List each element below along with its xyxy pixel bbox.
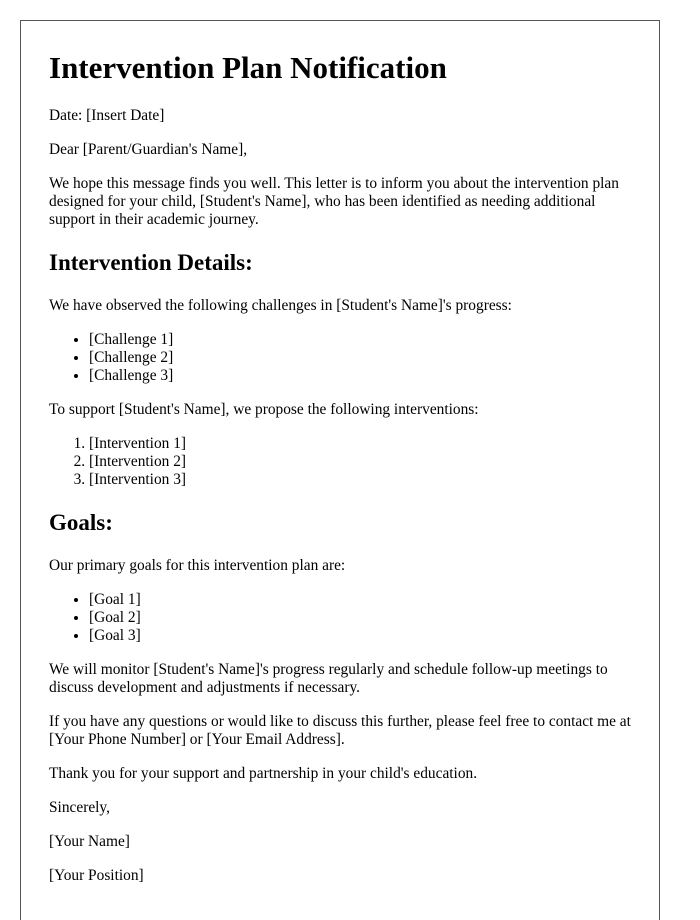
interventions-intro: To support [Student's Name], we propose the following interventions: [49,401,479,418]
intervention-item: 1. [Intervention 1] [89,435,631,453]
challenges-intro: We have observed the following challenges in [Student's Name]'s progress: [49,297,512,314]
goal-item: • [Goal 2] [89,609,631,627]
goal-item: • [Goal 1] [89,591,631,609]
goals-list [49,591,631,645]
page-title: Intervention Plan Notification [49,50,447,85]
date-line: Date: [Insert Date] [49,107,165,124]
intervention-item: 3. [Intervention 3] [89,471,631,489]
closing: Sincerely, [49,799,110,816]
details-heading: Intervention Details: [49,250,253,275]
goals-heading: Goals: [49,510,113,535]
goals-intro: Our primary goals for this intervention plan are: [49,557,346,574]
intervention-item: 2. [Intervention 2] [89,453,631,471]
intro-paragraph: We hope this message finds you well. This letter is to inform you about the intervention plan designed for your child, [Student's Name], who has been identified as needing additional support in their academic journey. [49,175,619,228]
challenges-list [49,331,631,385]
thanks-paragraph: Thank you for your support and partnership in your child's education. [49,765,478,782]
challenge-item: • [Challenge 1] [89,331,631,349]
goal-item: • [Goal 3] [89,627,631,645]
salutation: Dear [Parent/Guardian's Name], [49,141,248,158]
monitor-paragraph: We will monitor [Student's Name]'s progress regularly and schedule follow-up meetings to discuss development and adjustments if necessary. [49,661,608,696]
signature-name: [Your Name] [49,833,130,850]
challenge-item: • [Challenge 3] [89,367,631,385]
interventions-list [49,435,631,489]
signature-position: [Your Position] [49,867,144,884]
challenge-item: • [Challenge 2] [89,349,631,367]
letter-page [20,20,660,920]
contact-paragraph: If you have any questions or would like to discuss this further, please feel free to contact me at [Your Phone Number] or [Your Email Address]. [49,713,631,748]
